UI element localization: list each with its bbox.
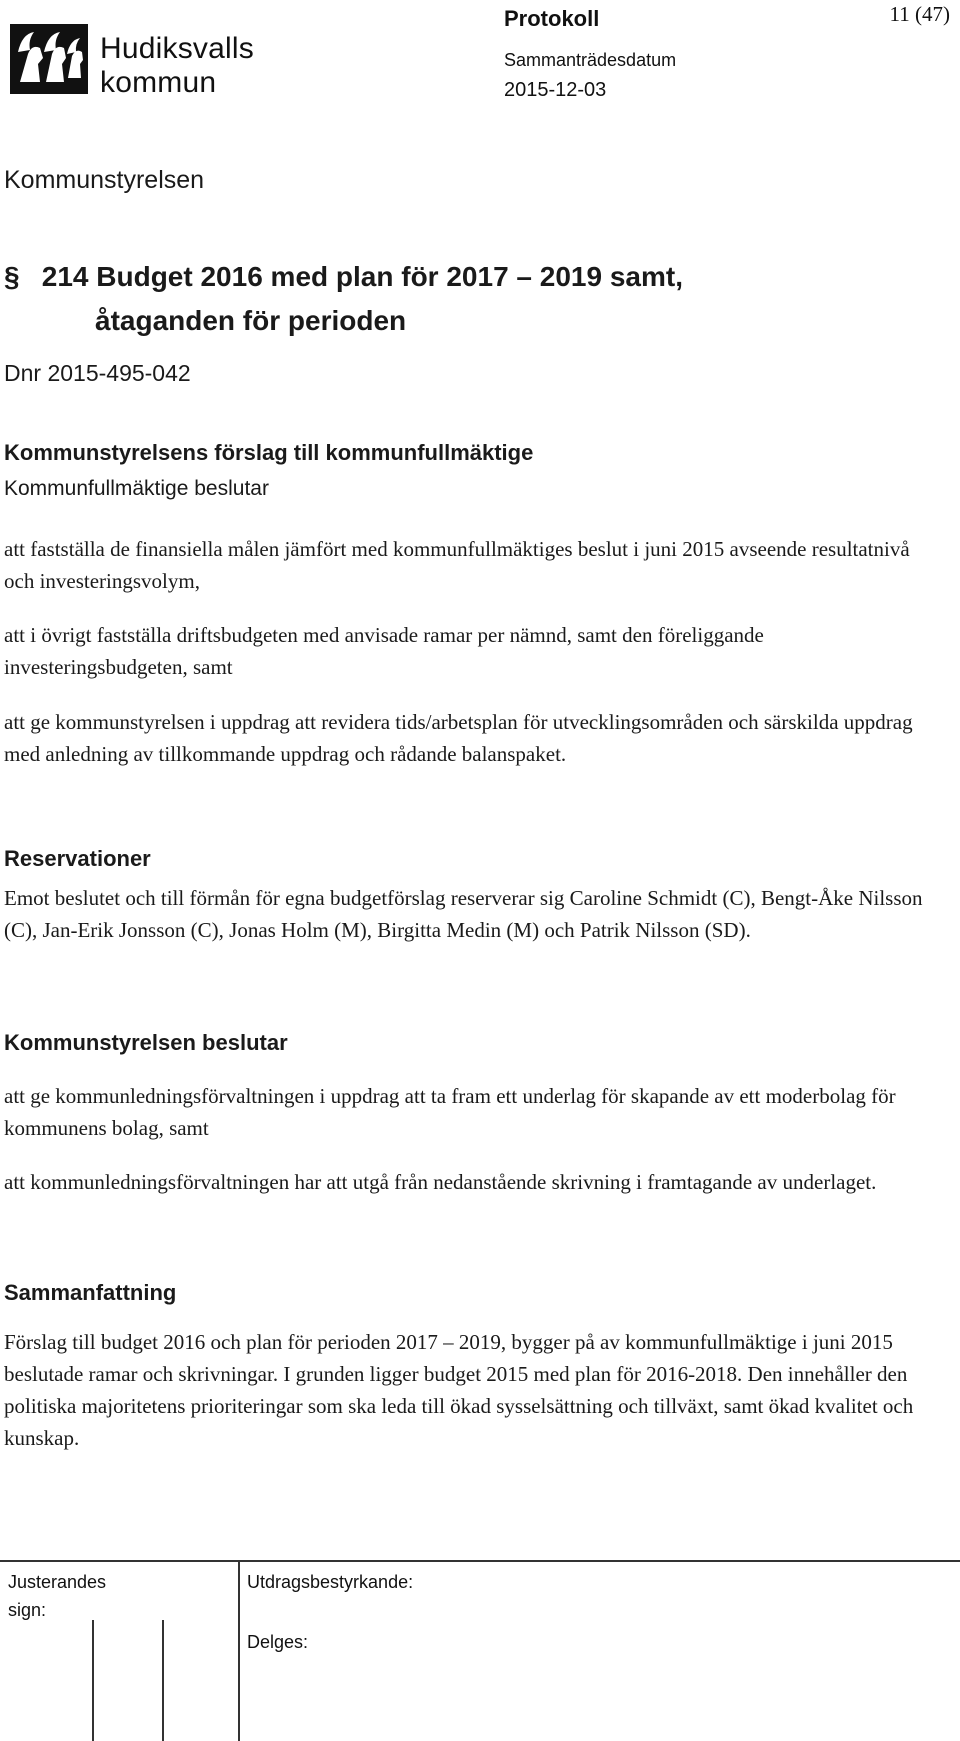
- signature-line-1: [92, 1620, 94, 1741]
- goat-heads-emblem-icon: [10, 24, 88, 94]
- decision-paragraph-1: att ge kommunledningsförvaltningen i uppdrag att ta fram ett underlag för skapande av ett moderbolag för kommunens bolag, samt: [4, 1084, 896, 1140]
- adjusters-signature-label: [8, 1568, 106, 1624]
- organization-name: Kommunstyrelsen: [4, 166, 205, 194]
- municipality-logo: [10, 14, 260, 99]
- reservations-paragraph: Emot beslutet och till förmån för egna budgetförslag reserverar sig Caroline Schmidt (C), Bengt-Åke Nilsson (C), Jan-Erik Jonsson (C), Jonas Holm (M), Birgitta Medin (M) och Patrik Nilsson (SD).: [4, 886, 923, 942]
- logo-text-line1: Hudiksvalls: [100, 32, 254, 65]
- ks-proposal-heading: Kommunstyrelsens förslag till kommunfullmäktige: [4, 440, 534, 465]
- kf-decides-subheading: Kommunfullmäktige beslutar: [4, 477, 269, 500]
- signature-line-2: [162, 1620, 164, 1741]
- section-title: [4, 255, 904, 343]
- signature-footer: [0, 1560, 960, 1741]
- ks-decides-heading: Kommunstyrelsen beslutar: [4, 1030, 288, 1055]
- section-title-line2: åtaganden för perioden: [95, 305, 407, 336]
- adjusters-label-line1: Justerandes: [8, 1572, 107, 1592]
- summary-paragraph: Förslag till budget 2016 och plan för perioden 2017 – 2019, bygger på av kommunfullmäktige i juni 2015 beslutade ramar och skrivningar. I grunden ligger budget 2015 med plan för 2016-2018. Den innehåller den politiska majoritetens prioriteringar som ska leda till ökad sysselsättning och tillväxt, samt ökad kvalitet och kunskap.: [4, 1330, 914, 1450]
- reservations-heading: Reservationer: [4, 846, 151, 871]
- document-type-title: Protokoll: [504, 6, 600, 31]
- logo-text-line2: kommun: [100, 66, 217, 99]
- section-title-line1: 214 Budget 2016 med plan för 2017 – 2019 samt,: [41, 261, 683, 292]
- proposal-paragraph-1: att fastställa de finansiella målen jämfört med kommunfullmäktiges beslut i juni 2015 avseende resultatnivå och investeringsvolym,: [4, 537, 910, 593]
- proposal-paragraph-3: att ge kommunstyrelsen i uppdrag att revidera tids/arbetsplan för utvecklingsområden och särskilda uppdrag med anledning av tillkommande uppdrag och rådande balanspaket.: [4, 710, 913, 766]
- paragraph-mark: §: [4, 261, 20, 292]
- decision-paragraph-2: att kommunledningsförvaltningen har att utgå från nedanstående skrivning i framtagande av underlaget.: [4, 1170, 877, 1194]
- diary-number: Dnr 2015-495-042: [4, 360, 191, 386]
- footer-divider: [0, 1560, 960, 1562]
- footer-column-divider: [238, 1562, 240, 1741]
- logo-wordmark: [100, 32, 254, 100]
- extract-certification-label: Utdragsbestyrkande:: [247, 1572, 414, 1592]
- summary-heading: Sammanfattning: [4, 1280, 177, 1305]
- meeting-date-label: Sammanträdesdatum: [504, 50, 677, 70]
- distribution-label: Delges:: [247, 1632, 309, 1652]
- page-number: 11 (47): [889, 2, 950, 26]
- adjusters-label-line2: sign:: [8, 1600, 47, 1620]
- proposal-paragraph-2: att i övrigt fastställa driftsbudgeten med anvisade ramar per nämnd, samt den föreliggande investeringsbudgeten, samt: [4, 623, 764, 679]
- meeting-date-value: 2015-12-03: [504, 79, 607, 101]
